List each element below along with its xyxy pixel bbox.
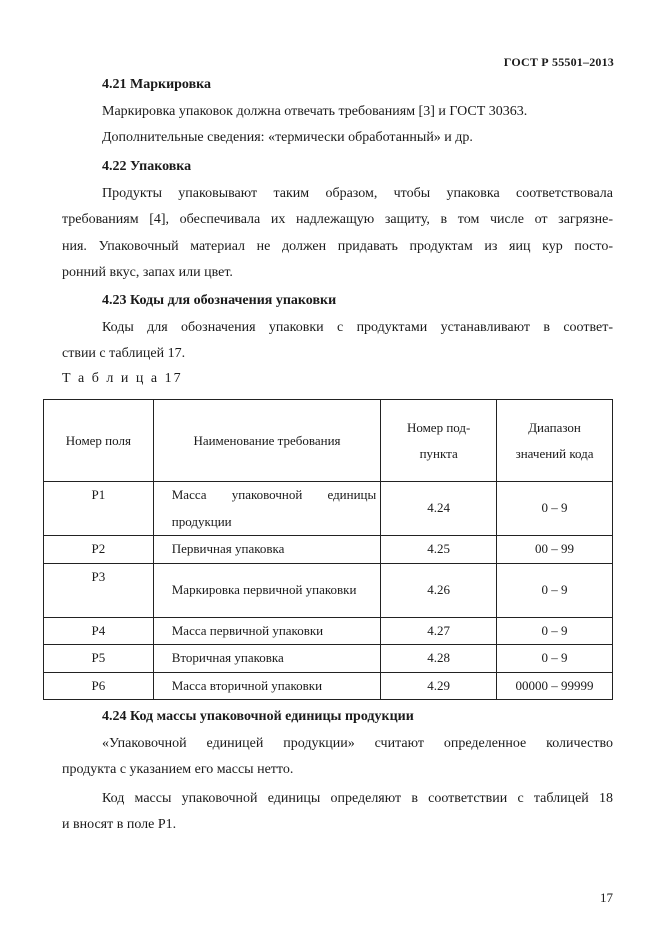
paragraph-line: и вносят в поле Р1. [62,817,177,833]
paragraph: Маркировка упаковок должна отвечать требованиям [3] и ГОСТ 30363. [102,103,528,119]
table-row [44,482,613,536]
cell-subsection-number: 4.28 [381,645,497,673]
cell-requirement-name: Маркировка первичной упаковки [153,563,381,617]
paragraph-line: Код массы упаковочной единицы определяют в соответствии с таблицей 18 [102,790,613,806]
paragraph-line: ствии с таблицей 17. [62,346,186,362]
codes-table [43,399,613,700]
cell-field-number: Р2 [44,536,154,564]
page-number: 17 [600,890,613,905]
cell-field-number: Р1 [44,482,154,536]
paragraph-line: требованиям [4], обеспечивала их надлежащую защиту, в том числе от загрязне- [62,212,613,228]
section-heading: 4.24 Код массы упаковочной единицы продукции [102,709,414,724]
cell-subsection-number: 4.26 [381,563,497,617]
cell-field-number: Р6 [44,672,154,700]
cell-code-range: 0 – 9 [497,482,613,536]
paragraph: Дополнительные сведения: «термически обработанный» и др. [102,130,473,146]
cell-code-range: 0 – 9 [497,645,613,673]
section-4-24 [62,704,613,839]
table-row [44,563,613,617]
cell-subsection-number: 4.24 [381,482,497,536]
cell-requirement-name: Масса вторичной упаковки [153,672,381,700]
cell-code-range: 0 – 9 [497,617,613,645]
section-heading: 4.21 Маркировка [102,77,211,92]
paragraph-line: ронний вкус, запах или цвет. [62,265,233,281]
table-header-row [44,400,613,482]
cell-requirement-name: Вторичная упаковка [153,645,381,673]
cell-field-number: Р3 [44,563,154,617]
section-heading: 4.22 Упаковка [102,159,192,174]
cell-subsection-number: 4.25 [381,536,497,564]
header-field-number: Номер поля [44,400,154,482]
cell-field-number: Р4 [44,617,154,645]
paragraph-line: «Упаковочной единицей продукции» считают определенное количество [102,735,613,751]
standard-header: ГОСТ Р 55501–2013 [503,55,614,69]
header-subsection-number: Номер под-пункта [381,400,497,482]
paragraph-line: ния. Упаковочный материал не должен придавать продуктам из яиц кур посто- [62,238,613,254]
cell-requirement-name: Масса первичной упаковки [153,617,381,645]
paragraph-line: продукта с указанием его массы нетто. [62,762,294,778]
cell-code-range: 00000 – 99999 [497,672,613,700]
table-row [44,645,613,673]
table-label: Т а б л и ц а 17 [62,371,183,386]
cell-code-range: 00 – 99 [497,536,613,564]
header-requirement-name: Наименование требования [153,400,381,482]
cell-field-number: Р5 [44,645,154,673]
table-row [44,536,613,564]
header-code-range: Диапазон значений кода [497,400,613,482]
cell-requirement-name: Масса упаковочной единицы продукции [153,482,381,536]
section-4-22 [62,154,613,287]
section-4-21 [62,72,613,152]
cell-code-range: 0 – 9 [497,563,613,617]
paragraph-line: Коды для обозначения упаковки с продуктами устанавливают в соответ- [102,319,613,335]
paragraph-line: Продукты упаковывают таким образом, чтобы упаковка соответствовала [102,185,613,201]
cell-requirement-name: Первичная упаковка [153,536,381,564]
cell-subsection-number: 4.27 [381,617,497,645]
section-4-23 [62,288,613,368]
section-heading: 4.23 Коды для обозначения упаковки [102,293,337,308]
table-row [44,672,613,700]
cell-subsection-number: 4.29 [381,672,497,700]
table-row [44,617,613,645]
